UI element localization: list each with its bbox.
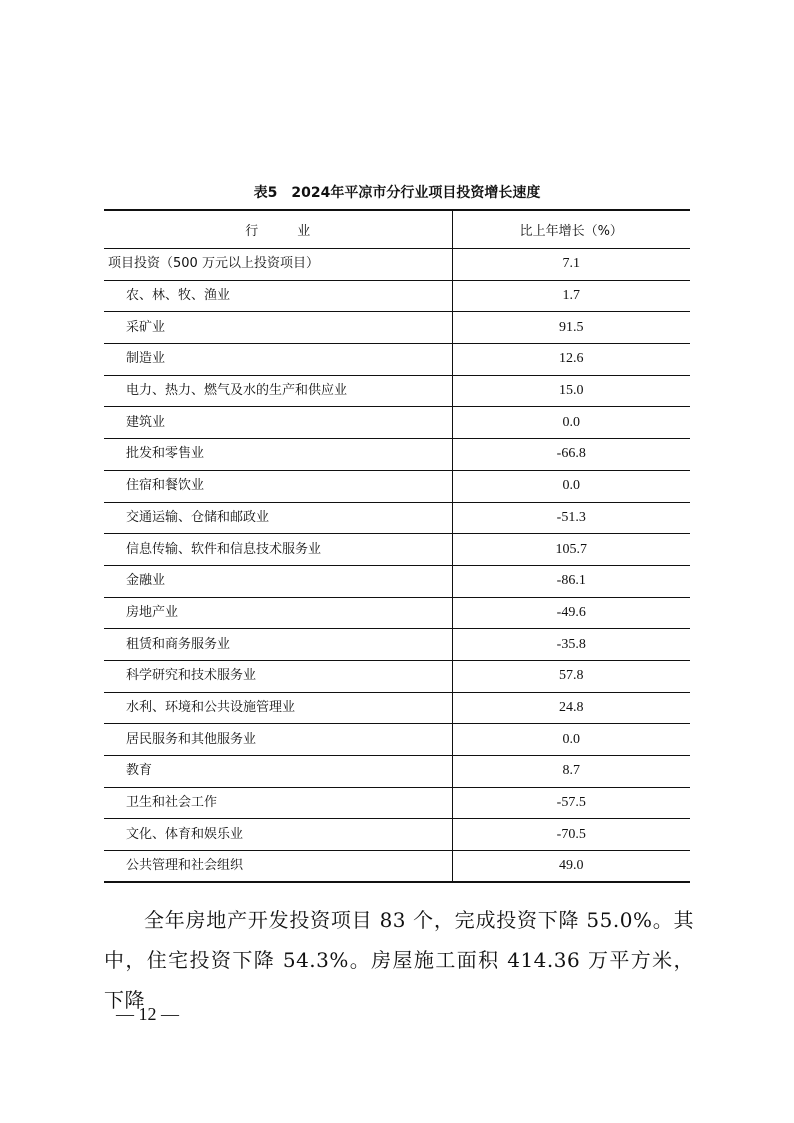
table-row	[104, 692, 690, 724]
growth-value-cell: 91.5	[559, 319, 584, 335]
table-row	[104, 819, 690, 851]
industry-name-cell: 水利、环境和公共设施管理业	[104, 692, 452, 724]
table-row	[104, 502, 690, 534]
industry-name-cell: 采矿业	[104, 312, 452, 344]
growth-value-cell: 8.7	[562, 763, 580, 779]
industry-name-cell: 公共管理和社会组织	[104, 851, 452, 883]
growth-value-cell: 0.0	[562, 731, 580, 747]
table-row	[104, 470, 690, 502]
table-row	[104, 280, 690, 312]
table-row	[104, 407, 690, 439]
table-row	[104, 375, 690, 407]
investment-growth-table	[104, 209, 690, 883]
industry-name-cell: 教育	[104, 756, 452, 788]
table-row	[104, 851, 690, 883]
page-number: — 12 —	[116, 1004, 179, 1024]
paragraph-text: 全年房地产开发投资项目 83 个，完成投资下降 55.0%。其中，住宅投资下降 54.3%。房屋施工面积 414.36 万平方米，下降	[104, 908, 694, 1012]
table-header-row	[104, 210, 690, 249]
growth-value-cell: -49.6	[556, 604, 586, 620]
table-row	[104, 756, 690, 788]
growth-value-cell: 0.0	[562, 414, 580, 430]
industry-name-cell: 农、林、牧、渔业	[104, 280, 452, 312]
table-row	[104, 439, 690, 471]
growth-value-cell: 12.6	[559, 351, 584, 367]
growth-value-cell: -51.3	[556, 509, 586, 525]
industry-name-cell: 租赁和商务服务业	[104, 629, 452, 661]
industry-name-cell: 科学研究和技术服务业	[104, 660, 452, 692]
industry-name-cell: 信息传输、软件和信息技术服务业	[104, 534, 452, 566]
growth-value-cell: -66.8	[556, 446, 586, 462]
growth-value-cell: 7.1	[562, 256, 580, 272]
industry-name-cell: 文化、体育和娱乐业	[104, 819, 452, 851]
industry-name-cell: 项目投资（500 万元以上投资项目）	[104, 249, 452, 281]
table-row	[104, 787, 690, 819]
table-row	[104, 565, 690, 597]
table-caption: 表5 2024年平凉市分行业项目投资增长速度	[253, 185, 541, 201]
table-row	[104, 724, 690, 756]
growth-value-cell: 57.8	[559, 668, 584, 684]
table-row	[104, 534, 690, 566]
growth-value-cell: 1.7	[562, 288, 580, 304]
growth-value-cell: 15.0	[559, 383, 584, 399]
industry-name-cell: 住宿和餐饮业	[104, 470, 452, 502]
table-row	[104, 344, 690, 376]
industry-name-cell: 建筑业	[104, 407, 452, 439]
table-row	[104, 249, 690, 281]
growth-value-cell: -70.5	[556, 826, 586, 842]
industry-name-cell: 居民服务和其他服务业	[104, 724, 452, 756]
table-row	[104, 629, 690, 661]
industry-name-cell: 房地产业	[104, 597, 452, 629]
growth-value-cell: 24.8	[559, 699, 584, 715]
industry-name-cell: 批发和零售业	[104, 439, 452, 471]
industry-name-cell: 交通运输、仓储和邮政业	[104, 502, 452, 534]
growth-value-cell: -86.1	[556, 573, 586, 589]
header-industry: 行 业	[104, 210, 452, 249]
header-growth: 比上年增长（%）	[519, 224, 623, 239]
table-row	[104, 312, 690, 344]
growth-value-cell: 49.0	[559, 858, 584, 874]
table-row	[104, 660, 690, 692]
growth-value-cell: 0.0	[562, 478, 580, 494]
body-paragraph	[104, 900, 694, 1020]
growth-value-cell: -35.8	[556, 636, 586, 652]
industry-name-cell: 金融业	[104, 565, 452, 597]
growth-value-cell: 105.7	[555, 541, 587, 557]
industry-name-cell: 电力、热力、燃气及水的生产和供应业	[104, 375, 452, 407]
table-row	[104, 597, 690, 629]
industry-name-cell: 制造业	[104, 344, 452, 376]
industry-name-cell: 卫生和社会工作	[104, 787, 452, 819]
growth-value-cell: -57.5	[556, 795, 586, 811]
